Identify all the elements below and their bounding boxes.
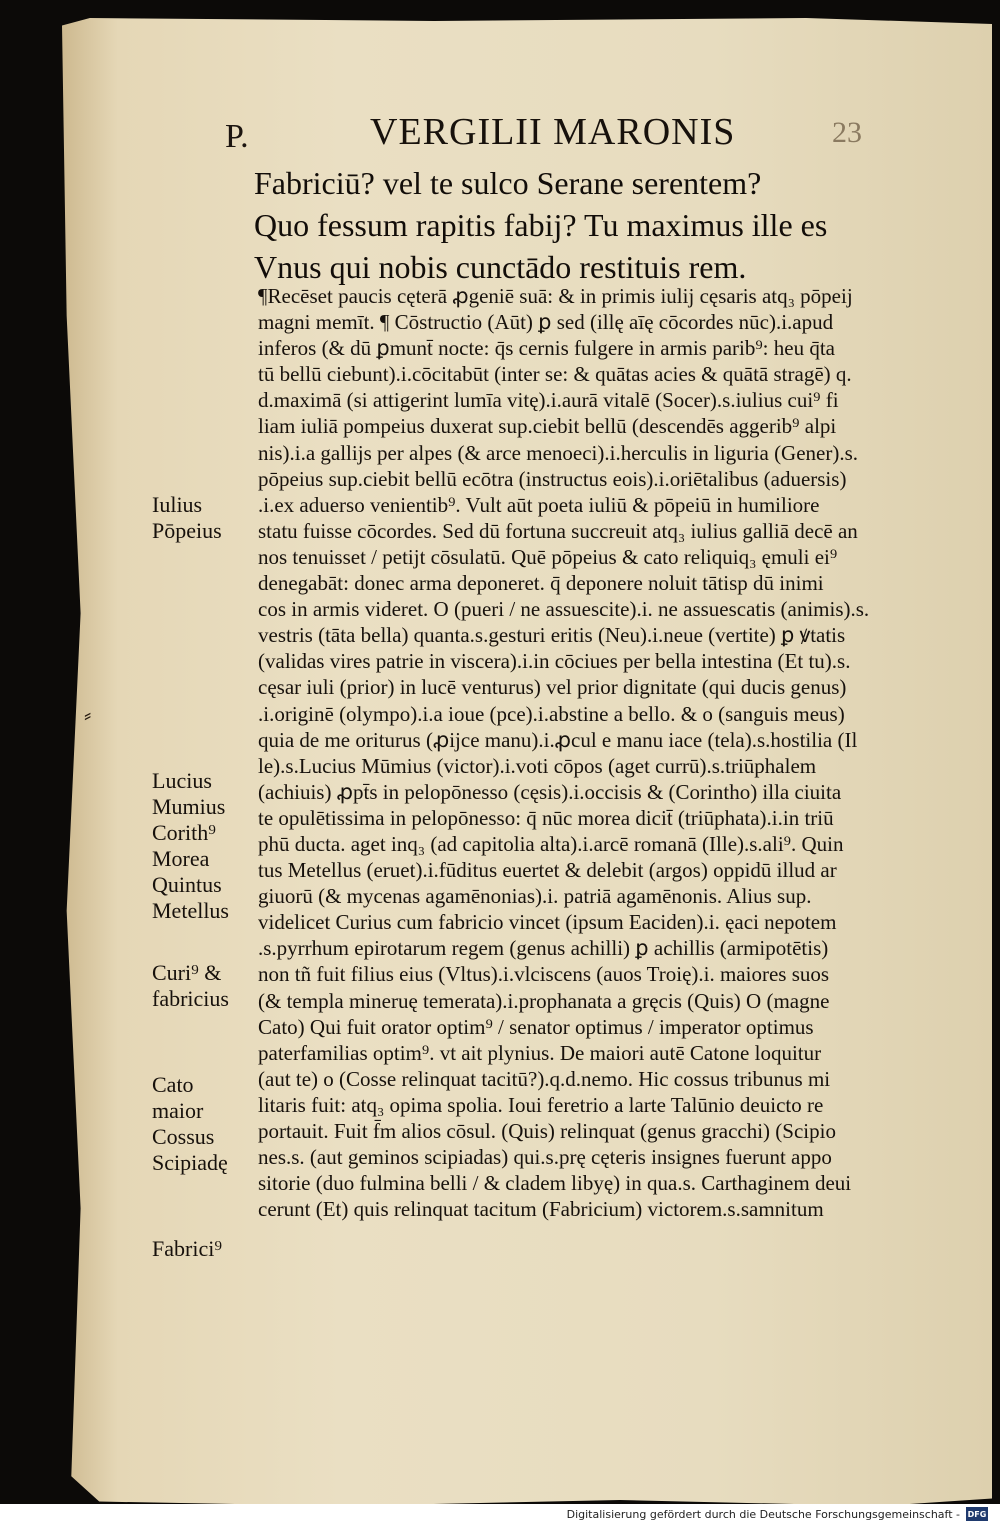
commentary-block bbox=[258, 283, 964, 1222]
marginal-note bbox=[152, 960, 229, 1012]
marginal-note-line: Metellus bbox=[152, 898, 229, 923]
page-title: VERGILII MARONIS bbox=[370, 111, 736, 153]
commentary-line: litaris fuit: atq₃ opima spolia. Ioui feretrio a larte Talūnio deuicto re bbox=[258, 1092, 824, 1117]
marginal-note-line: fabricius bbox=[152, 986, 229, 1011]
commentary-line: liam iuliā pompeius duxerat sup.ciebit bellū (descendēs aggerib⁹ alpi bbox=[258, 414, 837, 439]
verse-line: Quo fessum rapitis fabij? Tu maximus ille es bbox=[254, 207, 828, 243]
marginal-note-line: Fabrici⁹ bbox=[152, 1236, 222, 1261]
commentary-line: .i.originē (olympo).i.a ioue (pce).i.abstine a bello. & o (sanguis meus) bbox=[258, 701, 845, 726]
page-number: 23 bbox=[832, 116, 862, 149]
commentary-line: (aut te) o (Cosse relinquat tacitū?).q.d.nemo. Hic cossus tribunus mi bbox=[258, 1066, 831, 1091]
commentary-line: portauit. Fuit f̄m alios cōsul. (Quis) relinquat (genus gracchi) (Scipio bbox=[258, 1119, 836, 1143]
marginal-note-line: Lucius bbox=[152, 768, 212, 793]
commentary-line: (achiuis) ꝓpt̄s in pelopōnesso (cęsis).i.occisis & (Corintho) illa ciuita bbox=[258, 779, 842, 804]
commentary-line: denegabāt: donec arma deponeret. q̄ deponere noluit tātisp dū inimi bbox=[258, 571, 824, 596]
marginal-note bbox=[152, 768, 229, 924]
commentary-line: videlicet Curius cum fabricio vincet (ipsum Eaciden).i. ęaci nepotem bbox=[258, 910, 837, 935]
commentary-line: inferos (& dū ꝑmunt̄ nocte: q̄s cernis fulgere in armis parib⁹: heu q̄ta bbox=[258, 336, 835, 361]
commentary-line: nes.s. (aut geminos scipiadas) qui.s.prę cęteris insignes fuerunt appo bbox=[258, 1145, 832, 1170]
marginal-note-line: Corith⁹ bbox=[152, 820, 216, 845]
commentary-line: magni memīt. ¶ Cōstructio (Aūt) ꝑ sed (illę aīę cōcordes nūc).i.apud bbox=[258, 310, 834, 335]
marginal-note bbox=[152, 1072, 228, 1176]
commentary-line: d.maximā (si attigerint lumīa vitę).i.aurā vitalē (Socer).s.iulius cui⁹ fi bbox=[258, 388, 839, 413]
commentary-line: sitorie (duo fulmina belli / & cladem libyę) in qua.s. Carthaginem deui bbox=[258, 1171, 852, 1196]
commentary-line: cos in armis videret. O (pueri / ne assuescite).i. ne assuescatis (animis).s. bbox=[258, 597, 870, 622]
marginal-note-line: Scipiadę bbox=[152, 1150, 228, 1175]
commentary-line: nos tenuisset / petijt cōsulatū. Quē pōpeius & cato reliquiq₃ ęmuli ei⁹ bbox=[258, 544, 838, 569]
commentary-line: .s.pyrrhum epirotarum regem (genus achilli) ꝑ achillis (armipotētis) bbox=[258, 936, 829, 961]
marginal-note-line: Mumius bbox=[152, 794, 226, 819]
marginal-note bbox=[152, 1236, 222, 1262]
commentary-line: vestris (tāta bella) quanta.s.gesturi eritis (Neu).i.neue (vertite) ꝑ ꝟtatis bbox=[258, 623, 846, 648]
commentary-line: paterfamilias optim⁹. vt ait plynius. De maiori autē Catone loquitur bbox=[258, 1040, 822, 1065]
verse-block bbox=[254, 162, 894, 288]
running-head bbox=[0, 110, 1000, 158]
commentary-line: giuorū (& mycenas agamēnonias).i. patriā agamēnonis. Alius sup. bbox=[258, 884, 812, 909]
ink-mark-icon: ⸗ bbox=[84, 702, 92, 727]
commentary-line: (& templa mineruę temerata).i.prophanata a gręcis (Quis) O (magne bbox=[258, 988, 830, 1013]
commentary-line: Cato) Qui fuit orator optim⁹ / senator optimus / imperator optimus bbox=[258, 1014, 814, 1039]
marginal-note-line: Pōpeius bbox=[152, 518, 222, 543]
commentary-line: cęsar iuli (prior) in lucē venturus) vel prior dignitate (qui ducis genus) bbox=[258, 675, 847, 700]
dfg-logo-icon: DFG bbox=[966, 1507, 988, 1521]
footer-bar bbox=[0, 1504, 1000, 1524]
verse-line: Vnus qui nobis cunctādo restituis rem. bbox=[254, 249, 747, 285]
marginal-note-line: maior bbox=[152, 1098, 204, 1123]
marginal-note-line: Curi⁹ & bbox=[152, 960, 222, 985]
commentary-line: phū ducta. aget inq₃ (ad capitolia alta).i.arcē romanā (Ille).s.ali⁹. Quin bbox=[258, 831, 844, 856]
marginal-note-line: Quintus bbox=[152, 872, 222, 897]
commentary-line: te opulētissima in pelopōnesso: q̄ nūc morea dicit̄ (triūphata).i.in triū bbox=[258, 805, 834, 830]
commentary-line: tus Metellus (eruet).i.fūditus euertet & delebit (argos) oppidū illud ar bbox=[258, 858, 837, 883]
commentary-line: ¶Recēset paucis cęterā ꝓgeniē suā: & in primis iulij cęsaris atq₃ pōpeij bbox=[258, 284, 853, 308]
commentary-line: le).s.Lucius Mūmius (victor).i.voti cōpos (aget currū).s.triūphalem bbox=[258, 753, 817, 778]
commentary-line: cerunt (Et) quis relinquat tacitum (Fabricium) victorem.s.samnitum bbox=[258, 1197, 824, 1222]
commentary-line: (validas vires patrie in viscera).i.in cōciues per bella intestina (Et tu).s. bbox=[258, 649, 851, 674]
commentary-line: pōpeius sup.ciebit bellū ecōtra (instructus eois).i.oriētalibus (aduersis) bbox=[258, 466, 847, 491]
commentary-line: nis).i.a gallijs per alpes (& arce menoeci).i.herculis in liguria (Gener).s. bbox=[258, 440, 859, 465]
marginal-note-line: Cossus bbox=[152, 1124, 215, 1149]
commentary-line: tū bellū ciebunt).i.cōcitabūt (inter se: & quātas acies & quātā stragē) q. bbox=[258, 362, 852, 387]
commentary-line: .i.ex aduerso venientib⁹. Vult aūt poeta iuliū & pōpeiū in humiliore bbox=[258, 492, 820, 517]
marginal-note-line: Morea bbox=[152, 846, 210, 871]
commentary-line: quia de me oriturus (ꝓijce manu).i.ꝓcul e manu iace (tela).s.hostilia (Il bbox=[258, 727, 858, 752]
marginal-note bbox=[152, 492, 222, 544]
verse-line: Fabriciū? vel te sulco Serane serentem? bbox=[254, 165, 762, 201]
marginal-note-line: Cato bbox=[152, 1072, 194, 1097]
marginal-note-line: Iulius bbox=[152, 492, 203, 517]
commentary-line: statu fuisse cōcordes. Sed dū fortuna succreuit atq₃ iulius galliā decē an bbox=[258, 518, 858, 543]
commentary-line: non tñ fuit filius eius (Vltus).i.vlciscens (auos Troię).i. maiores suos bbox=[258, 962, 830, 987]
footer-credit: Digitalisierung gefördert durch die Deutsche Forschungsgemeinschaft - bbox=[566, 1507, 960, 1521]
folio-mark: P. bbox=[225, 118, 249, 155]
